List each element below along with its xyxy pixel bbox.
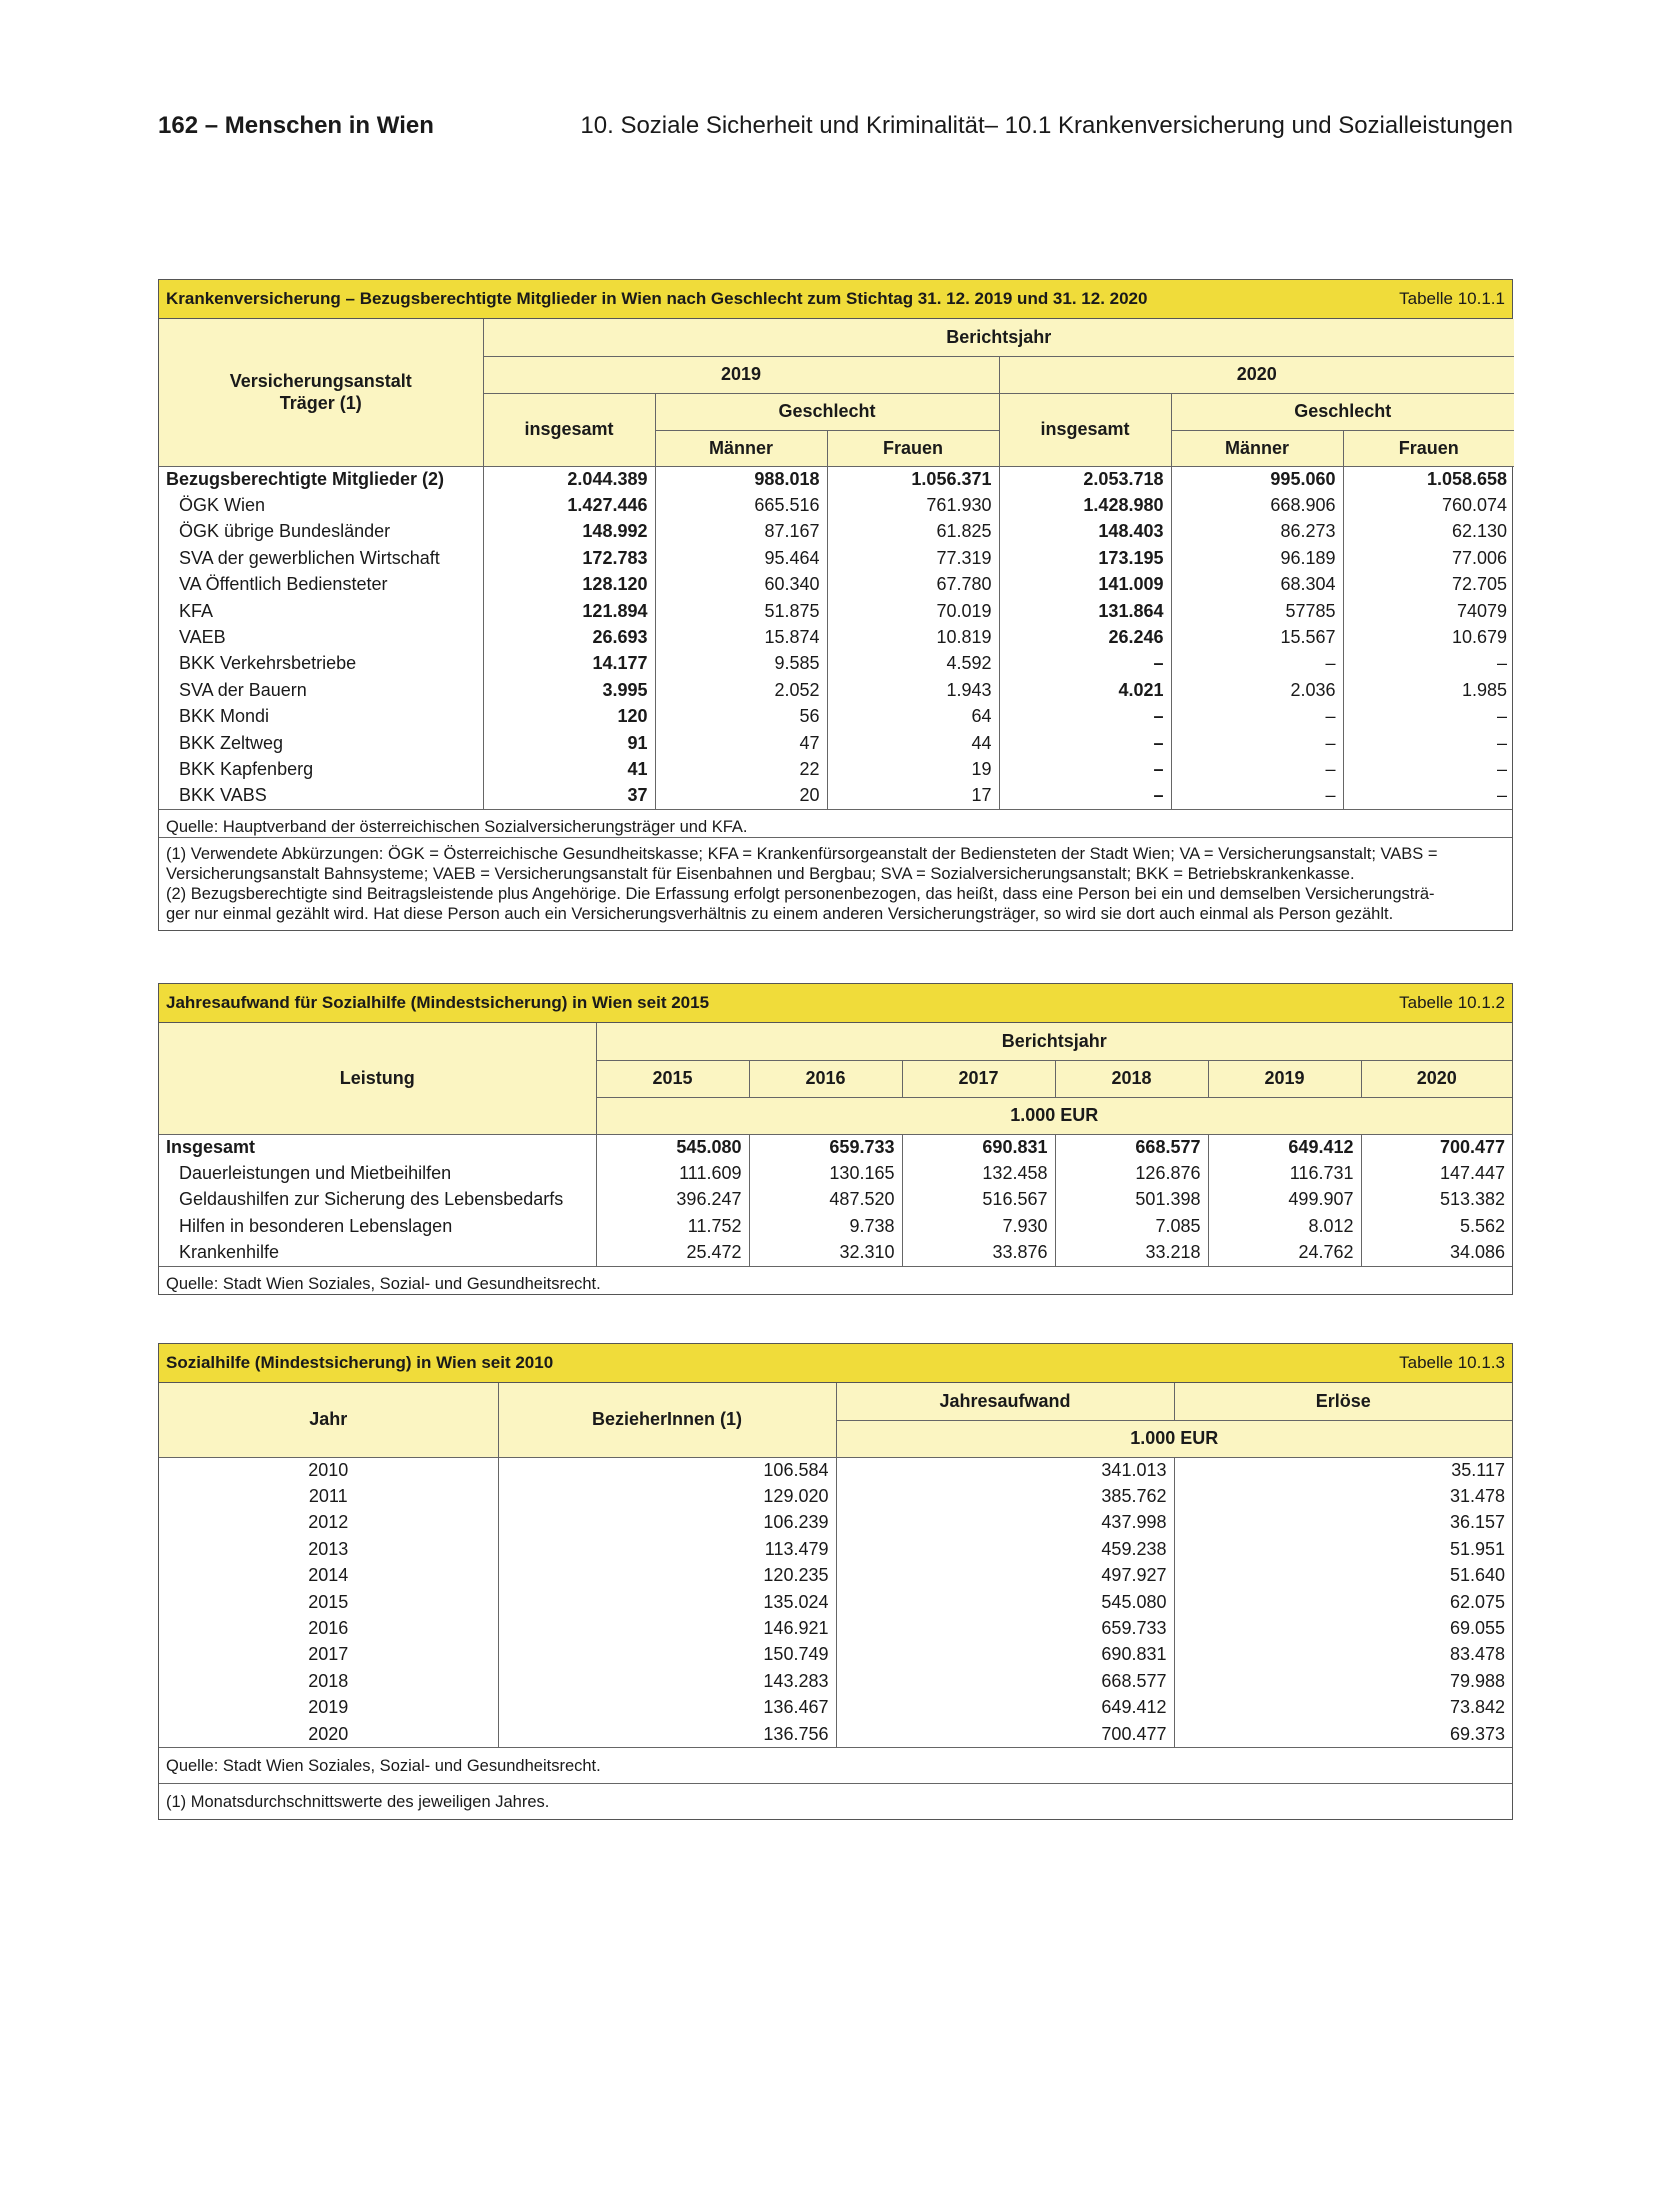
cell-value: 11.752 [596,1213,749,1239]
page-header [158,112,1513,148]
cell-value: 69.373 [1174,1721,1512,1747]
cell-value: 1.428.980 [999,492,1171,518]
row-label: BKK VABS [179,785,267,806]
table-row [159,572,1514,598]
cell-value: 77.319 [827,545,999,571]
table-source: Quelle: Stadt Wien Soziales, Sozial- und Gesundheitsrecht. [159,1266,1512,1294]
cell-value: 649.412 [1208,1134,1361,1160]
page-number-title: 162 – Menschen in Wien [158,112,434,139]
table-row [159,730,1514,756]
cell-value: 37 [483,783,655,809]
table-row [159,492,1514,518]
cell-value: 9.585 [655,651,827,677]
table-row [159,1721,1512,1747]
table-title-bar [159,1344,1512,1383]
cell-value: 2.053.718 [999,466,1171,492]
cell-value: 10.679 [1343,624,1514,650]
cell-value: 87.167 [655,519,827,545]
table-row [159,1240,1512,1266]
cell-value: 143.283 [498,1668,836,1694]
table-title: Krankenversicherung – Bezugsberechtigte Mitglieder in Wien nach Geschlecht zum Stichtag 31. 12. 2019 und 31. 12. 2020 [166,289,1148,308]
cell-value: – [999,783,1171,809]
column-header-maenner-2020: Männer [1171,430,1343,466]
cell-value: 4.592 [827,651,999,677]
cell-value: 86.273 [1171,519,1343,545]
row-label: SVA der gewerblichen Wirtschaft [179,547,440,568]
cell-value: 487.520 [749,1187,902,1213]
cell-value: 47 [655,730,827,756]
cell-value: 51.875 [655,598,827,624]
row-year: 2016 [308,1618,349,1639]
column-header-year: 2018 [1055,1060,1208,1097]
column-header-insgesamt-2020: insgesamt [999,393,1171,466]
cell-value: 146.921 [498,1615,836,1641]
cell-value: 3.995 [483,677,655,703]
column-header-geschlecht-2019: Geschlecht [655,393,999,430]
cell-value: 129.020 [498,1483,836,1509]
cell-value: 136.756 [498,1721,836,1747]
column-header-geschlecht-2020: Geschlecht [1171,393,1514,430]
cell-value: 15.874 [655,624,827,650]
cell-value: 649.412 [836,1695,1174,1721]
table-title: Jahresaufwand für Sozialhilfe (Mindestsicherung) in Wien seit 2015 [166,993,710,1012]
cell-value: 497.927 [836,1563,1174,1589]
cell-value: 24.762 [1208,1240,1361,1266]
cell-value: 126.876 [1055,1160,1208,1186]
table-row [159,1160,1512,1186]
column-header-frauen-2020: Frauen [1343,430,1514,466]
table-row [159,651,1514,677]
cell-value: – [1343,756,1514,782]
table-row [159,1457,1512,1483]
cell-value: 15.567 [1171,624,1343,650]
cell-value: 95.464 [655,545,827,571]
row-label: Dauerleistungen und Mietbeihilfen [179,1163,452,1184]
table-row [159,756,1514,782]
cell-value: – [1171,756,1343,782]
table-row [159,624,1514,650]
cell-value: 513.382 [1361,1187,1512,1213]
table-row [159,519,1514,545]
cell-value: 34.086 [1361,1240,1512,1266]
row-label: VA Öffentlich Bediensteter [179,574,388,595]
footnote-line: (2) Bezugsberechtigte sind Beitragsleistende plus Angehörige. Die Erfassung erfolgt personenbezogen, das heißt, dass eine Person bei ein und demselben Versicherungsträ- [166,885,1435,904]
cell-value: 665.516 [655,492,827,518]
row-label: Geldaushilfen zur Sicherung des Lebensbedarfs [179,1189,564,1210]
cell-value: 173.195 [999,545,1171,571]
cell-value: 545.080 [836,1589,1174,1615]
cell-value: 26.246 [999,624,1171,650]
cell-value: 56 [655,704,827,730]
cell-value: 57785 [1171,598,1343,624]
cell-value: 136.467 [498,1695,836,1721]
table-jahresaufwand-sozialhilfe [158,983,1513,1295]
cell-value: 2.044.389 [483,466,655,492]
column-header-berichtsjahr: Berichtsjahr [596,1023,1512,1060]
row-label: BKK Kapfenberg [179,758,314,779]
cell-value: 7.930 [902,1213,1055,1239]
cell-value: – [1343,783,1514,809]
table-row [159,1510,1512,1536]
cell-value: 25.472 [596,1240,749,1266]
row-label: ÖGK übrige Bundesländer [179,521,391,542]
cell-value: 67.780 [827,572,999,598]
cell-value: 19 [827,756,999,782]
column-header-leistung: Leistung [159,1023,596,1134]
table-row [159,783,1514,809]
cell-value: 131.864 [999,598,1171,624]
cell-value: 31.478 [1174,1483,1512,1509]
column-header-unit: 1.000 EUR [596,1097,1512,1134]
table-row [159,1483,1512,1509]
cell-value: 51.951 [1174,1536,1512,1562]
table-number: Tabelle 10.1.1 [1399,289,1505,308]
cell-value: 668.906 [1171,492,1343,518]
table-row [159,1589,1512,1615]
cell-value: 64 [827,704,999,730]
table-row [159,1536,1512,1562]
column-header-erloese: Erlöse [1174,1383,1512,1420]
cell-value: 1.427.446 [483,492,655,518]
column-header-berichtsjahr: Berichtsjahr [483,319,1514,356]
cell-value: 501.398 [1055,1187,1208,1213]
cell-value: 14.177 [483,651,655,677]
table-row [159,1668,1512,1694]
table-row [159,1563,1512,1589]
footnote-line: (1) Verwendete Abkürzungen: ÖGK = Österreichische Gesundheitskasse; KFA = Krankenfürsorgeanstalt der Bediensteten der Stadt Wien; VA = Versicherungsanstalt; VABS = [166,845,1438,864]
cell-value: 7.085 [1055,1213,1208,1239]
table-footnote: (1) Monatsdurchschnittswerte des jeweiligen Jahres. [159,1783,1512,1819]
cell-value: 668.577 [836,1668,1174,1694]
table-source: Quelle: Hauptverband der österreichischen Sozialversicherungsträger und KFA. [159,809,1512,837]
cell-value: – [1171,783,1343,809]
column-header-year: 2016 [749,1060,902,1097]
cell-value: 120.235 [498,1563,836,1589]
row-year: 2012 [308,1512,349,1533]
table-row [159,1187,1512,1213]
cell-value: 77.006 [1343,545,1514,571]
cell-value: 148.403 [999,519,1171,545]
row-label: SVA der Bauern [179,679,307,700]
cell-value: – [1343,651,1514,677]
cell-value: – [999,704,1171,730]
cell-value: 135.024 [498,1589,836,1615]
cell-value: 60.340 [655,572,827,598]
cell-value: 1.058.658 [1343,466,1514,492]
row-year: 2020 [308,1723,349,1744]
cell-value: 659.733 [749,1134,902,1160]
cell-value: 20 [655,783,827,809]
cell-value: 51.640 [1174,1563,1512,1589]
row-label: BKK Zeltweg [179,732,284,753]
cell-value: 17 [827,783,999,809]
row-label: VAEB [179,627,226,648]
column-header-bezieher: BezieherInnen (1) [498,1383,836,1457]
cell-value: 69.055 [1174,1615,1512,1641]
cell-value: 32.310 [749,1240,902,1266]
table-body [159,1457,1512,1747]
cell-value: 150.749 [498,1642,836,1668]
row-label: Bezugsberechtigte Mitglieder (2) [159,466,483,492]
table-title-bar [159,280,1512,319]
cell-value: 61.825 [827,519,999,545]
row-year: 2010 [159,1457,498,1483]
cell-value: 26.693 [483,624,655,650]
cell-value: 36.157 [1174,1510,1512,1536]
row-year: 2019 [308,1697,349,1718]
cell-value: 116.731 [1208,1160,1361,1186]
cell-value: – [1343,704,1514,730]
chapter-title: 10. Soziale Sicherheit und Kriminalität– 10.1 Krankenversicherung und Sozialleistungen [580,112,1513,139]
cell-value: 988.018 [655,466,827,492]
cell-value: 1.943 [827,677,999,703]
cell-value: 1.056.371 [827,466,999,492]
cell-value: 396.247 [596,1187,749,1213]
table-row [159,704,1514,730]
cell-value: 1.985 [1343,677,1514,703]
row-label: Insgesamt [159,1134,596,1160]
cell-value: 385.762 [836,1483,1174,1509]
column-header-versicherungsanstalt: Versicherungsanstalt Träger (1) [159,319,483,466]
cell-value: 8.012 [1208,1213,1361,1239]
table-row [159,1213,1512,1239]
table-row [159,1134,1512,1160]
cell-value: – [1171,730,1343,756]
cell-value: 2.036 [1171,677,1343,703]
cell-value: – [1343,730,1514,756]
table-body [159,466,1514,809]
table-row [159,598,1514,624]
table-krankenversicherung [158,279,1513,931]
column-header-year: 2020 [1361,1060,1512,1097]
table-title-bar [159,984,1512,1023]
cell-value: – [1171,704,1343,730]
cell-value: 41 [483,756,655,782]
column-header-year-2019: 2019 [483,356,999,393]
row-year: 2017 [308,1644,349,1665]
cell-value: 68.304 [1171,572,1343,598]
cell-value: 499.907 [1208,1187,1361,1213]
table-row [159,1642,1512,1668]
footnote-line: Versicherungsanstalt Bahnsysteme; VAEB = Versicherungsanstalt für Eisenbahnen und Bergbau; SVA = Sozialversicherungsanstalt; BKK = Betriebskrankenkasse. [166,865,1355,884]
cell-value: 33.218 [1055,1240,1208,1266]
cell-value: – [999,756,1171,782]
cell-value: 62.130 [1343,519,1514,545]
cell-value: 459.238 [836,1536,1174,1562]
cell-value: 132.458 [902,1160,1055,1186]
table-body [159,1134,1512,1266]
cell-value: 62.075 [1174,1589,1512,1615]
cell-value: 83.478 [1174,1642,1512,1668]
table-row [159,466,1514,492]
table-row [159,1695,1512,1721]
column-header-year: 2017 [902,1060,1055,1097]
cell-value: 9.738 [749,1213,902,1239]
cell-value: 4.021 [999,677,1171,703]
cell-value: 44 [827,730,999,756]
cell-value: 700.477 [1361,1134,1512,1160]
table-row [159,677,1514,703]
column-header-year: 2015 [596,1060,749,1097]
cell-value: 172.783 [483,545,655,571]
cell-value: 700.477 [836,1721,1174,1747]
cell-value: 659.733 [836,1615,1174,1641]
footnote-line: ger nur einmal gezählt wird. Hat diese Person auch ein Versicherungsverhältnis zu einem anderen Versicherungsträger, so wird sie dort auch einmal als Person gezählt. [166,905,1394,924]
cell-value: 130.165 [749,1160,902,1186]
column-header-frauen-2019: Frauen [827,430,999,466]
cell-value: 761.930 [827,492,999,518]
cell-value: 341.013 [836,1457,1174,1483]
cell-value: 106.239 [498,1510,836,1536]
row-year: 2013 [308,1538,349,1559]
row-label: BKK Mondi [179,706,270,727]
row-label: KFA [179,600,214,621]
cell-value: 128.120 [483,572,655,598]
cell-value: 113.479 [498,1536,836,1562]
cell-value: 22 [655,756,827,782]
cell-value: 2.052 [655,677,827,703]
column-header-year: 2019 [1208,1060,1361,1097]
cell-value: 72.705 [1343,572,1514,598]
cell-value: 79.988 [1174,1668,1512,1694]
column-header-jahresaufwand: Jahresaufwand [836,1383,1174,1420]
cell-value: 121.894 [483,598,655,624]
cell-value: 73.842 [1174,1695,1512,1721]
cell-value: 437.998 [836,1510,1174,1536]
cell-value: 995.060 [1171,466,1343,492]
cell-value: – [999,730,1171,756]
cell-value: 148.992 [483,519,655,545]
cell-value: 33.876 [902,1240,1055,1266]
column-header-insgesamt-2019: insgesamt [483,393,655,466]
cell-value: 120 [483,704,655,730]
table-source: Quelle: Stadt Wien Soziales, Sozial- und Gesundheitsrecht. [159,1747,1512,1783]
cell-value: – [999,651,1171,677]
column-header-unit: 1.000 EUR [836,1420,1512,1457]
cell-value: 5.562 [1361,1213,1512,1239]
cell-value: 96.189 [1171,545,1343,571]
cell-value: 70.019 [827,598,999,624]
column-header-year-2020: 2020 [999,356,1514,393]
row-year: 2014 [308,1565,349,1586]
cell-value: 690.831 [836,1642,1174,1668]
cell-value: – [1171,651,1343,677]
table-number: Tabelle 10.1.3 [1399,1353,1505,1372]
cell-value: 760.074 [1343,492,1514,518]
cell-value: 106.584 [498,1457,836,1483]
cell-value: 690.831 [902,1134,1055,1160]
row-year: 2011 [308,1486,348,1507]
table-footnote [159,837,1512,930]
cell-value: 10.819 [827,624,999,650]
cell-value: 141.009 [999,572,1171,598]
table-row [159,545,1514,571]
table-title: Sozialhilfe (Mindestsicherung) in Wien seit 2010 [166,1353,554,1372]
cell-value: 111.609 [596,1160,749,1186]
table-sozialhilfe-seit-2010 [158,1343,1513,1820]
table-row [159,1615,1512,1641]
row-label: BKK Verkehrsbetriebe [179,653,357,674]
row-label: Hilfen in besonderen Lebenslagen [179,1215,453,1236]
cell-value: 147.447 [1361,1160,1512,1186]
row-label: ÖGK Wien [179,495,266,516]
cell-value: 35.117 [1174,1457,1512,1483]
cell-value: 668.577 [1055,1134,1208,1160]
column-header-jahr: Jahr [159,1383,498,1457]
cell-value: 91 [483,730,655,756]
cell-value: 516.567 [902,1187,1055,1213]
row-label: Krankenhilfe [179,1242,280,1263]
row-year: 2018 [308,1670,349,1691]
row-year: 2015 [308,1591,349,1612]
table-number: Tabelle 10.1.2 [1399,993,1505,1012]
cell-value: 545.080 [596,1134,749,1160]
column-header-maenner-2019: Männer [655,430,827,466]
cell-value: 74079 [1343,598,1514,624]
